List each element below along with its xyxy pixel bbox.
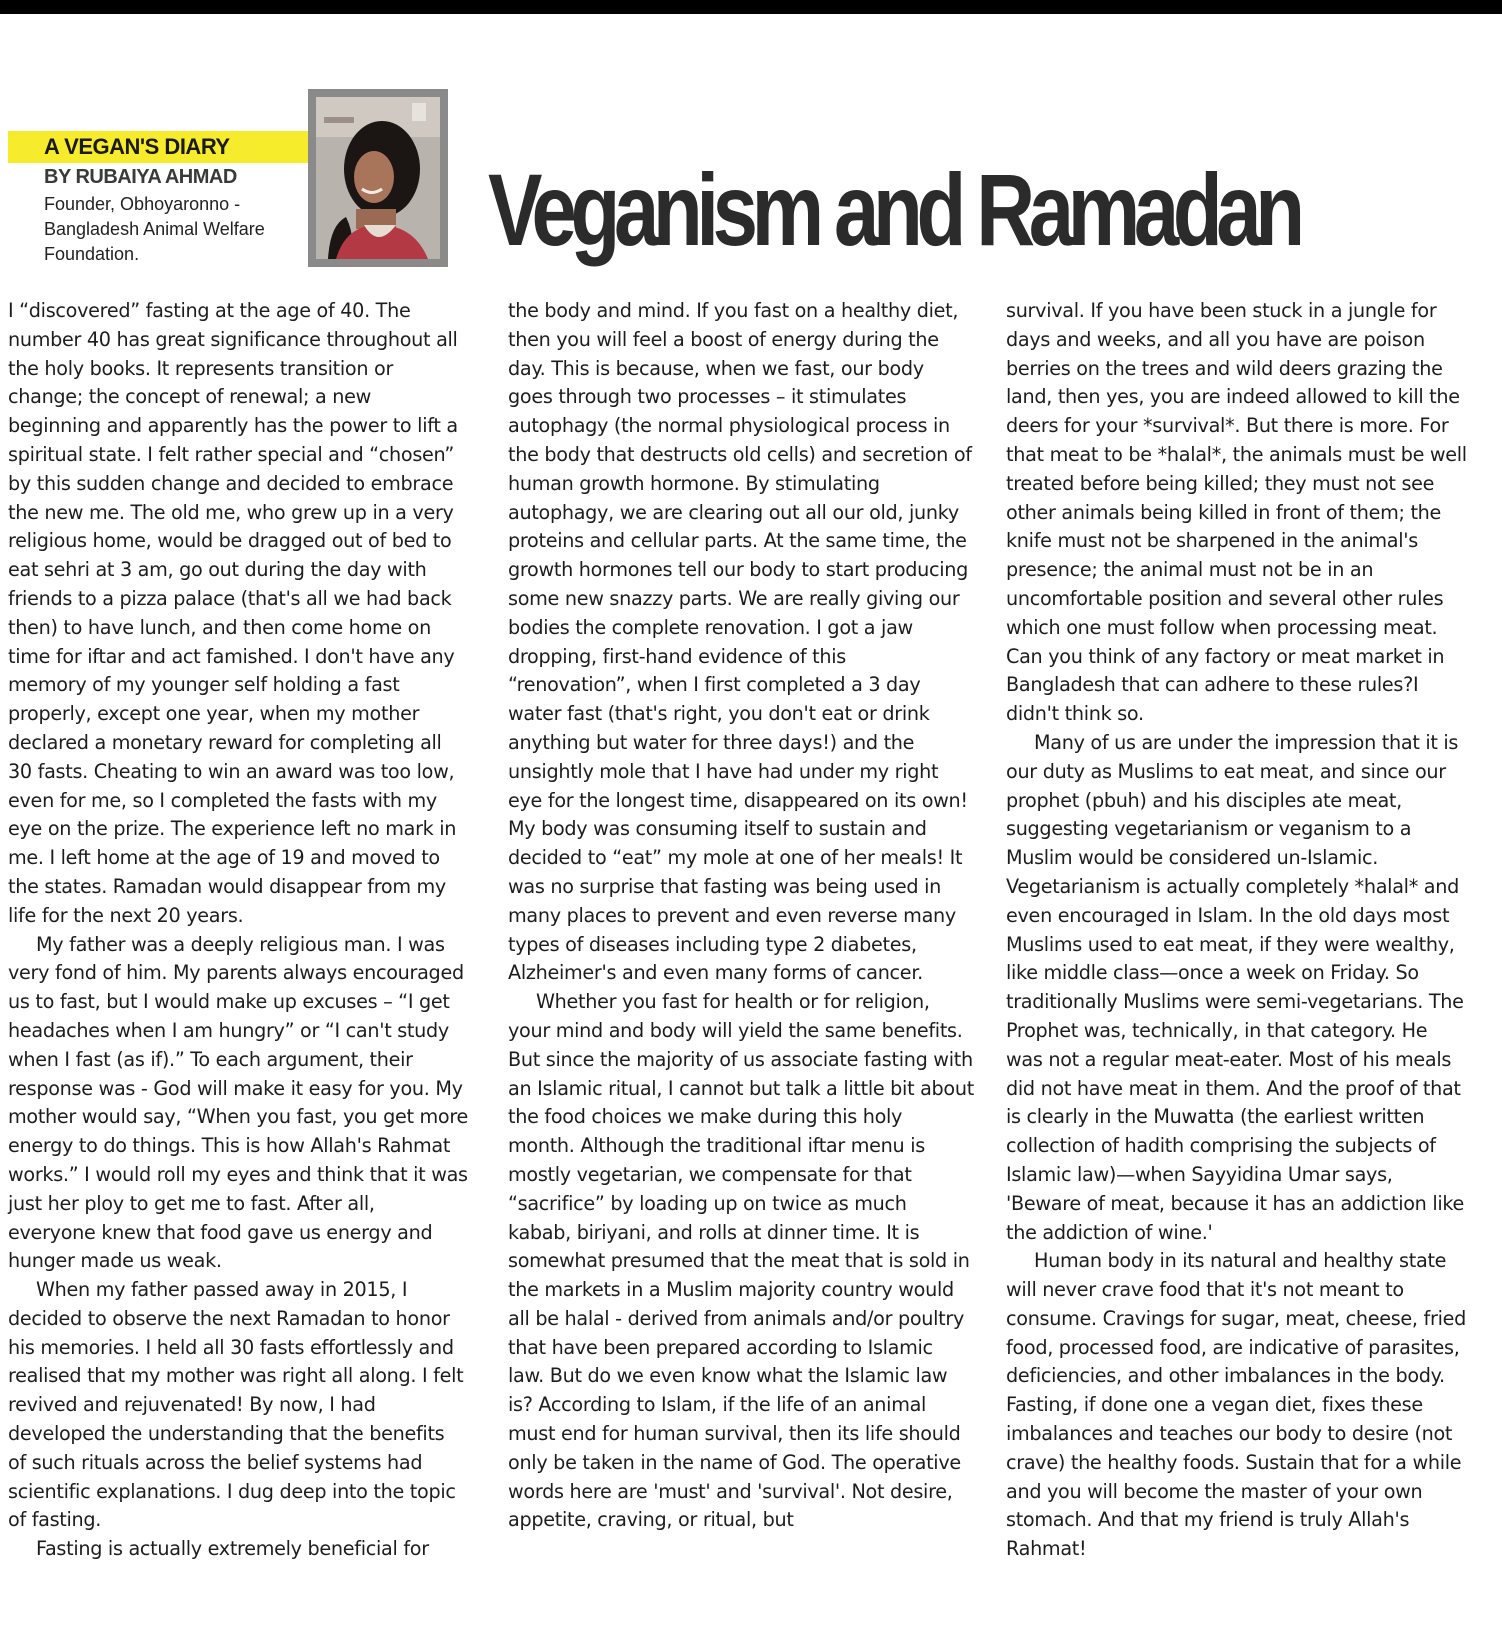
paragraph: I “discovered” fasting at the age of 40. The number 40 has great significance throughout all the holy books. It represents transition or change; the concept of renewal; a new beginning and apparently has the power to lift a spiritual state. I felt rather special and “chosen” by this sudden change and decided to embrace the new me. The old me, who grew up in a very religious home, would be dragged out of bed to eat sehri at 3 am, go out during the day with friends to a pizza palace (that's all we had back then) to have lunch, and then come home on time for iftar and act famished. I don't have any memory of my younger self holding a fast properly, except one year, when my mother declared a monetary reward for completing all 30 fasts. Cheating to win an award was too low, even for me, so I completed the fasts with my eye on the prize. The experience left no mark in me. I left home at the age of 19 and moved to the states. Ramadan would disappear from my life for the next 20 years. bbox=[8, 299, 458, 927]
article-headline: Veganism and Ramadan bbox=[488, 153, 1299, 267]
paragraph: Human body in its natural and healthy state will never crave food that it's not meant to consume. Cravings for sugar, meat, cheese, fried food, processed food, are indicative of parasites, deficiencies, and other imbalances in the body. Fasting, if done one a vegan diet, fixes these imbalances and teaches our body to desire (not crave) the healthy foods. Sustain that for a while and you will become the master of your own stomach. And that my friend is truly Allah's Rahmat! bbox=[1006, 1249, 1466, 1561]
paragraph: Whether you fast for health or for religion, your mind and body will yield the same benefits. But since the majority of us associate fasting with an Islamic ritual, I cannot but talk a little bit about the food choices we make during this holy month. Although the traditional iftar menu is mostly vegetarian, we compensate for that “sacrifice” by loading up on twice as much kabab, biriyani, and rolls at dinner time. It is somewhat presumed that the meat that is sold in the markets in a Muslim majority country would all be halal - derived from animals and/or poultry that have been prepared according to Islamic law. But do we even know what the Islamic law is? According to Islam, if the life of an animal must end for human survival, then its life should only be taken in the name of God. The operative words here are 'must' and 'survival'. Not desire, appetite, craving, or ritual, but bbox=[508, 990, 974, 1532]
paragraph: Fasting is actually extremely beneficial for bbox=[36, 1537, 429, 1561]
paragraph: When my father passed away in 2015, I decided to observe the next Ramadan to honor his memories. I held all 30 fasts effortlessly and realised that my mother was right all along. I felt revived and rejuvenated! By now, I had developed the understanding that the benefits of such rituals across the belief systems had scientific explanations. I dug deep into the topic of fasting. bbox=[8, 1278, 464, 1532]
author-portrait-image bbox=[316, 97, 440, 259]
paragraph: My father was a deeply religious man. I was very fond of him. My parents always encouraged us to fast, but I would make up excuses – “I get headaches when I am hungry” or “I can't study when I fast (as if).” To each argument, their response was - God will make it easy for you. My mother would say, “When you fast, you get more energy to do things. This is how Allah's Rahmat works.” I would roll my eyes and think that it was just her ploy to get me to fast. After all, everyone knew that food gave us energy and hunger made us weak. bbox=[8, 932, 469, 1273]
paragraph: survival. If you have been stuck in a jungle for days and weeks, and all you have are poison berries on the trees and wild deers grazing the land, then yes, you are indeed allowed to kill the deers for your *survival*. But there is more. For that meat to be *halal*, the animals must be well treated before being killed; they must not see other animals being killed in front of them; the knife must not be sharpened in the animal's presence; the animal must not be in an uncomfortable position and several other rules which one must follow when processing meat. Can you think of any factory or meat market in Bangladesh that can adhere to these rules?I didn't think so. bbox=[1006, 299, 1467, 726]
top-border bbox=[0, 0, 1502, 14]
article-column-1 bbox=[8, 297, 468, 1632]
author-photo bbox=[308, 89, 448, 267]
author-credit: Founder, Obhoyaronno - Bangladesh Animal Welfare Foundation. bbox=[44, 194, 265, 264]
column-kicker: A VEGAN'S DIARY bbox=[44, 134, 230, 159]
article-column-3 bbox=[1006, 297, 1468, 1632]
author-byline: BY RUBAIYA AHMAD bbox=[44, 166, 237, 188]
paragraph: the body and mind. If you fast on a healthy diet, then you will feel a boost of energy during the day. This is because, when we fast, our body goes through two processes – it stimulates autophagy (the normal physiological process in the body that destructs old cells) and secretion of human growth hormone. By stimulating autophagy, we are clearing out all our old, junky proteins and cellular parts. At the same time, the growth hormones tell our body to start producing some new snazzy parts. We are really giving our bodies the complete renovation. I got a jaw dropping, first-hand evidence of this “renovation”, when I first completed a 3 day water fast (that's right, you don't eat or drink anything but water for three days!) and the unsightly mole that I have had under my right eye for the longest time, disappeared on its own! My body was consuming itself to sustain and decided to “eat” my mole at one of her meals! It was no surprise that fasting was being used in many places to prevent and even reverse many types of diseases including type 2 diabetes, Alzheimer's and even many forms of cancer. bbox=[508, 299, 972, 985]
paragraph: Many of us are under the impression that it is our duty as Muslims to eat meat, and since our prophet (pbuh) and his disciples ate meat, suggesting vegetarianism or veganism to a Muslim would be considered un-Islamic. Vegetarianism is actually completely *halal* and even encouraged in Islam. In the old days most Muslims used to eat meat, if they were wealthy, like middle class—once a week on Friday. So traditionally Muslims were semi-vegetarians. The Prophet was, technically, in that category. He was not a regular meat-eater. Most of his meals did not have meat in them. And the proof of that is clearly in the Muwatta (the earliest written collection of hadith comprising the subjects of Islamic law)—when Sayyidina Umar says, 'Beware of meat, because it has an addiction like the addiction of wine.' bbox=[1006, 730, 1465, 1244]
article-column-2 bbox=[508, 297, 974, 1632]
